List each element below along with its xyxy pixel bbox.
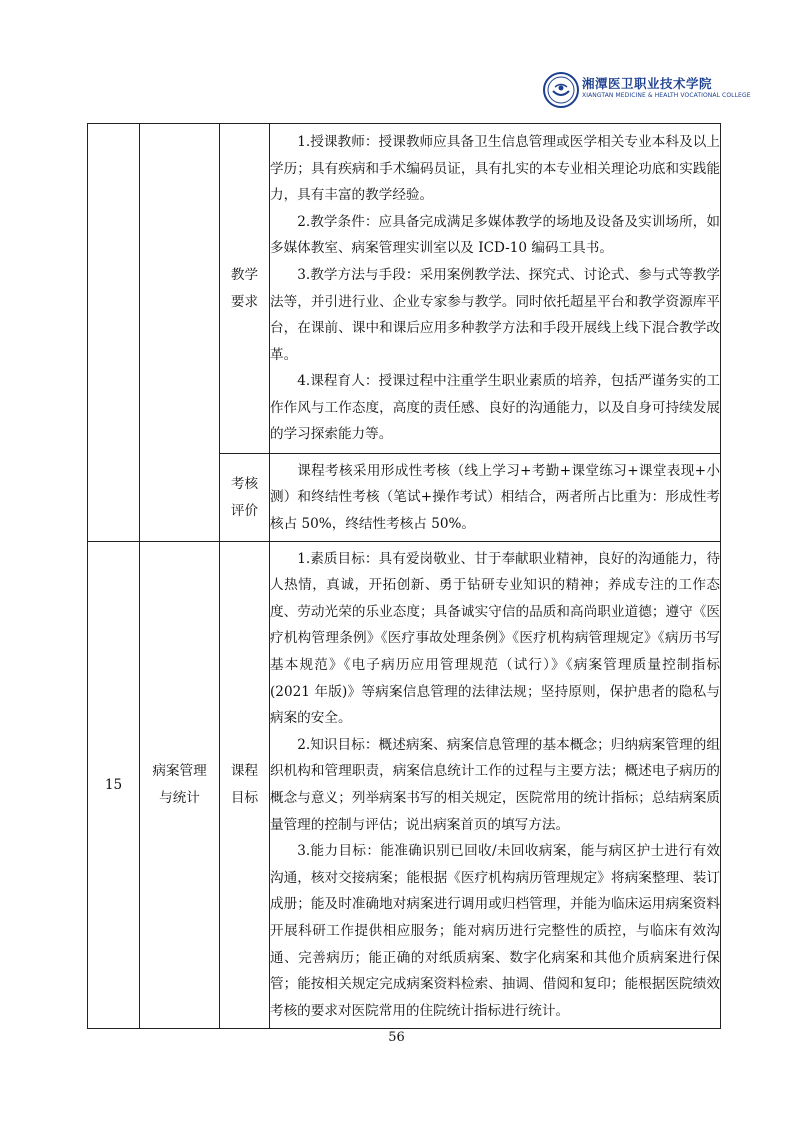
course-name-line-1: 病案管理 <box>152 763 207 779</box>
teaching-label-2: 要求 <box>230 293 259 310</box>
college-emblem-icon <box>543 72 579 108</box>
course-number: 15 <box>104 776 123 793</box>
assessment-label-1: 考核 <box>230 475 259 492</box>
paragraph: 1.授课教师：授课教师应具备卫生信息管理或医学相关专业本科及以上学历；具有疾病和手术编码员证，具有扎实的本专业相关理论功底和实践能力，具有丰富的教学经验。 <box>270 133 720 204</box>
table-row <box>88 124 721 454</box>
objectives-label-1: 课程 <box>230 763 259 779</box>
college-logo <box>543 72 751 108</box>
assessment-label-cell <box>220 454 270 542</box>
course-table <box>87 123 721 1029</box>
objectives-label-cell <box>220 542 270 1029</box>
college-name: 湘潭医卫职业技术学院 <box>582 76 713 91</box>
course-number-cell <box>88 542 140 1029</box>
table-row <box>88 542 721 1029</box>
college-name-en: XIANGTAN MEDICINE & HEALTH VOCATIONAL COLLEGE <box>582 92 751 99</box>
objectives-content <box>270 542 721 1029</box>
paragraph: 1.素质目标：具有爱岗敬业、甘于奉献职业精神，良好的沟通能力，待人热情，真诚，开拓创新、勇于钻研专业知识的精神；养成专注的工作态度、劳动光荣的乐业态度；具备诚实守信的品质和高尚职业道德；遵守《医疗机构管理条例》《医疗事故处理条例》《医疗机构病管理规定》《病历书写基本规范》《电子病历应用管理规范（试行）》《病案管理质量控制指标(2021 年版)》等病案信息管理的法律法规；坚持原则，保护患者的隐私与病案的安全。 <box>270 550 720 727</box>
page-number: 56 <box>388 1030 405 1045</box>
paragraph: 3.能力目标：能准确识别已回收/未回收病案，能与病区护士进行有效沟通，核对交接病案；能根据《医疗机构病历管理规定》将病案整理、装订成册；能及时准确地对病案进行调用或归档管理，并能为临床运用病案资料开展科研工作提供相应服务；能对病历进行完整性的质控，与临床有效沟通、完善病历；能正确的对纸质病案、数字化病案和其他介质病案进行保管；能按相关规定完成病案资料检索、抽调、借阅和复印；能根据医院绩效考核的要求对医院常用的住院统计指标进行统计。 <box>270 843 720 1019</box>
assessment-content <box>270 454 721 542</box>
teaching-label-cell <box>220 124 270 454</box>
paragraph: 2.知识目标：概述病案、病案信息管理的基本概念；归纳病案管理的组织机构和管理职责，病案信息统计工作的过程与主要方法；概述电子病历的概念与意义；列举病案书写的相关规定，医院常用的统计指标；总结病案质量管理的控制与评估；说出病案首页的填写方法。 <box>270 736 720 833</box>
paragraph: 4.课程育人：授课过程中注重学生职业素质的培养，包括严谨务实的工作作风与工作态度，高度的责任感、良好的沟通能力，以及自身可持续发展的学习探索能力等。 <box>270 373 720 443</box>
paragraph: 课程考核采用形成性考核（线上学习+考勤+课堂练习+课堂表现+小测）和终结性考核（笔试+操作考试）相结合，两者所占比重为：形成性考核占 50%，终结性考核占 50%。 <box>270 462 720 532</box>
assessment-label-2: 评价 <box>230 502 259 519</box>
paragraph: 3.教学方法与手段：采用案例教学法、探究式、讨论式、参与式等教学法等，并引进行业、企业专家参与教学。同时依托超星平台和教学资源库平台，在课前、课中和课后应用多种教学方法和手段开展线上线下混合教学改革。 <box>270 266 720 363</box>
prev-number-cell <box>88 124 140 542</box>
prev-course-cell <box>140 124 220 542</box>
objectives-label-2: 目标 <box>230 790 259 806</box>
paragraph: 2.教学条件：应具备完成满足多媒体教学的场地及设备及实训场所，如多媒体教室、病案管理实训室以及 ICD-10 编码工具书。 <box>270 213 720 257</box>
course-name-line-2: 与统计 <box>159 790 200 806</box>
course-name-cell <box>140 542 220 1029</box>
teaching-label-1: 教学 <box>230 266 259 283</box>
teaching-content <box>270 124 721 454</box>
